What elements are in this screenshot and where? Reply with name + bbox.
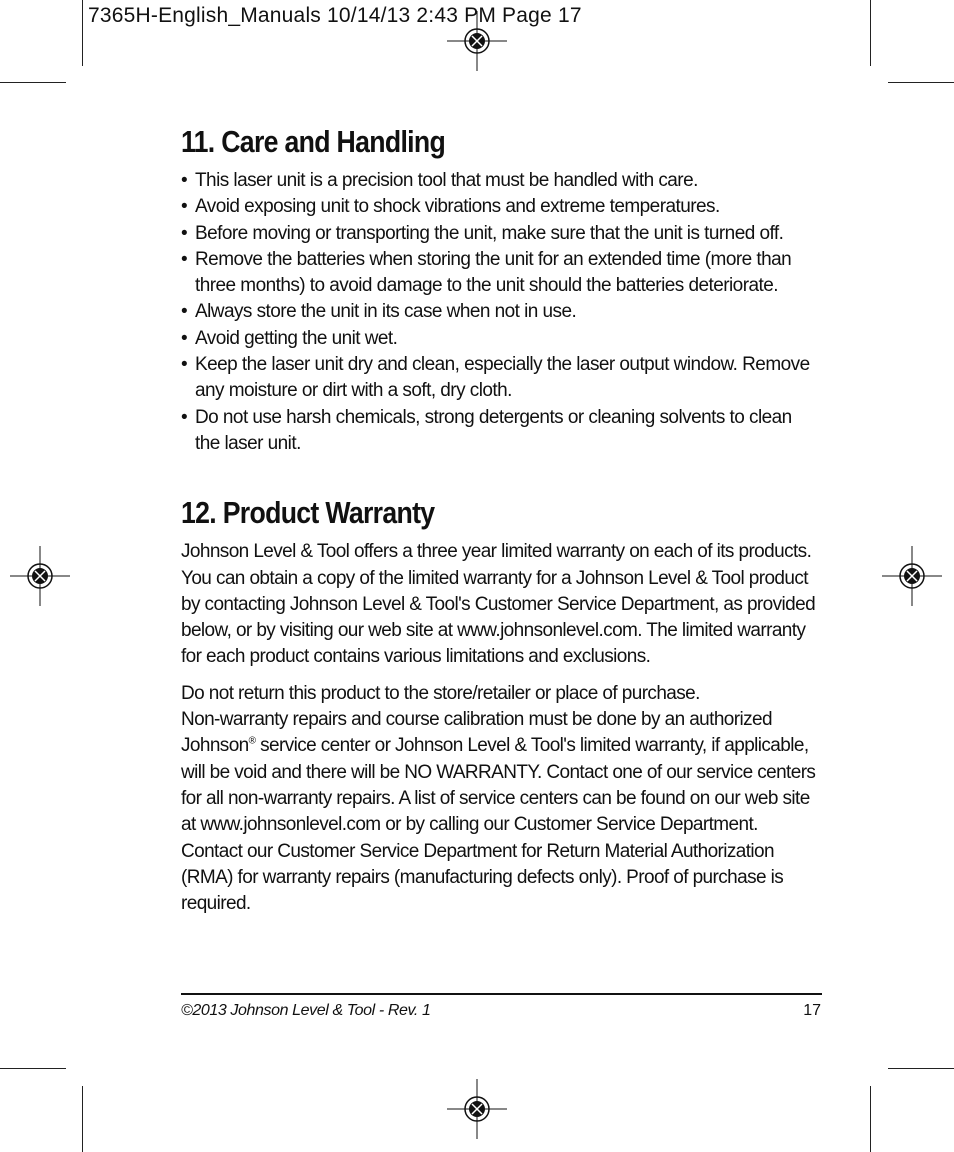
return-line: Do not return this product to the store/retailer or place of purchase. [181,682,700,704]
bullet-text: Always store the unit in its case when not in use. [195,301,577,323]
bullet-text: Do not use harsh chemicals, strong detergents or cleaning solvents to clean the laser unit. [195,406,792,454]
bullet-icon: • [181,301,188,323]
crop-mark [0,82,66,83]
list-item [181,247,821,300]
return-paragraph [181,681,821,918]
crop-mark [82,0,83,66]
warranty-paragraph: Johnson Level & Tool offers a three year limited warranty on each of its products. You can obtain a copy of the limited warranty for a Johnson Level & Tool product by contacting Johnson Level & Tool's Customer Service Department, as provided below, or by visiting our web site at www.johnsonlevel.com. The limited warranty for each product contains various limitations and exclusions. [181,541,816,668]
bullet-text: Keep the laser unit dry and clean, especially the laser output window. Remove any moisture or dirt with a soft, dry cloth. [195,354,810,402]
bullet-icon: • [181,327,188,349]
footer-divider [181,993,822,995]
crop-mark [0,1068,66,1069]
registered-mark: ® [248,736,256,748]
list-item [181,168,821,194]
bullet-icon: • [181,196,188,218]
bullet-text: Avoid exposing unit to shock vibrations and extreme temperatures. [195,196,720,218]
list-item [181,326,821,352]
section-12-heading: 12. Product Warranty [181,495,435,531]
list-item [181,221,821,247]
bullet-text: Avoid getting the unit wet. [195,327,398,349]
bullet-text: Before moving or transporting the unit, make sure that the unit is turned off. [195,222,784,244]
footer-copyright: ©2013 Johnson Level & Tool - Rev. 1 [181,1002,431,1019]
slug-line: 7365H-English_Manuals 10/14/13 2:43 PM Page 17 [88,4,582,27]
list-item [181,194,821,220]
return-text-b: service center or Johnson Level & Tool's limited warranty, if applicable, will be void and there will be NO WARRANTY. Contact one of our service centers for all non-warranty repairs. A list of service centers can be found on our web site at www.johnsonlevel.com or by calling our Customer Service Department. Contact our Customer Service Department for Return Material Authorization (RMA) for warranty repairs (manufacturing defects only). Proof of purchase is required. [181,735,816,915]
bullet-icon: • [181,222,188,244]
registration-mark-icon [447,1079,507,1139]
bullet-icon: • [181,170,188,191]
section-11-heading: 11. Care and Handling [181,124,446,159]
registration-mark-icon [882,546,942,606]
page-number: 17 [803,1002,821,1019]
registration-mark-icon [10,546,70,606]
crop-mark [888,82,954,83]
bullet-text: This laser unit is a precision tool that must be handled with care. [195,170,698,191]
list-item [181,299,821,325]
list-item [181,352,821,405]
page-content [181,122,821,917]
return-text-a: Non-warranty repairs and course calibration must be done by an authorized Johnson [181,709,772,757]
bullet-icon: • [181,354,188,376]
crop-mark [870,0,871,66]
bullet-text: Remove the batteries when storing the unit for an extended time (more than three months) to avoid damage to the unit should the batteries deteriorate. [195,248,792,297]
section-12 [181,493,821,917]
registration-mark-icon [447,11,507,71]
bullet-icon: • [181,406,188,428]
list-item [181,405,821,458]
crop-mark [888,1068,954,1069]
crop-mark [82,1086,83,1152]
crop-mark [870,1086,871,1152]
care-bullet-list [181,168,821,457]
bullet-icon: • [181,248,188,270]
